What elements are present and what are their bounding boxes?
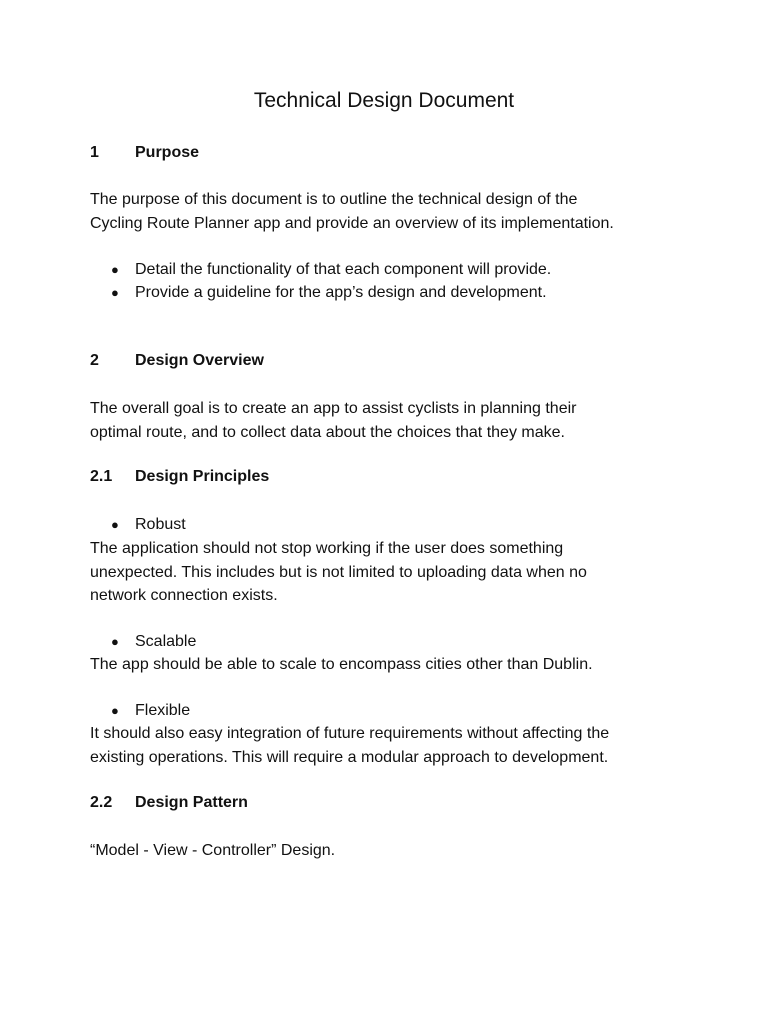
section-number: 2: [90, 352, 99, 369]
principle-bullet-flexible: [111, 699, 190, 723]
paragraph-line: It should also easy integration of future requirements without affecting the: [90, 725, 610, 742]
paragraph-line: Cycling Route Planner app and provide an overview of its implementation.: [90, 214, 614, 232]
bullet-text: Provide a guideline for the app’s design and development.: [135, 284, 547, 301]
section-number: 2.1: [90, 468, 113, 485]
paragraph-line: unexpected. This includes but is not limited to uploading data when no: [90, 563, 587, 581]
section-number: 1: [90, 144, 99, 161]
principle-name: Robust: [135, 516, 186, 533]
section-title: Design Principles: [135, 468, 270, 485]
section-title: Design Pattern: [135, 794, 248, 811]
bullet-text: Detail the functionality of that each component will provide.: [135, 261, 552, 278]
paragraph-line: “Model - View - Controller” Design.: [90, 842, 336, 859]
bullet-item: [111, 258, 551, 282]
principle-bullet-robust: [111, 513, 186, 537]
bullet-icon: ●: [111, 634, 119, 649]
bullet-icon: ●: [111, 262, 119, 277]
section-heading-design-overview: [90, 352, 264, 370]
purpose-paragraph: [90, 188, 690, 235]
principle-bullet-scalable: [111, 630, 196, 654]
paragraph-line: optimal route, and to collect data about the choices that they make.: [90, 423, 565, 441]
paragraph-line: The purpose of this document is to outline the technical design of the: [90, 191, 578, 208]
principle-description-flexible: [90, 722, 690, 769]
principle-name: Flexible: [135, 702, 191, 719]
principle-name: Scalable: [135, 633, 197, 650]
principle-description-robust: [90, 537, 690, 608]
paragraph-line: The overall goal is to create an app to assist cyclists in planning their: [90, 400, 577, 417]
section-heading-design-principles: [90, 468, 269, 486]
design-overview-paragraph: [90, 397, 690, 444]
bullet-item: [111, 281, 547, 305]
bullet-icon: ●: [111, 285, 119, 300]
paragraph-line: The application should not stop working if the user does something: [90, 540, 564, 557]
paragraph-line: network connection exists.: [90, 587, 278, 604]
document-title: Technical Design Document: [253, 89, 515, 112]
section-title: Design Overview: [135, 352, 264, 369]
principle-description-scalable: [90, 653, 690, 677]
section-number: 2.2: [90, 794, 113, 811]
paragraph-line: The app should be able to scale to encompass cities other than Dublin.: [90, 656, 593, 673]
design-pattern-paragraph: [90, 839, 690, 863]
paragraph-line: existing operations. This will require a modular approach to development.: [90, 748, 609, 766]
section-heading-design-pattern: [90, 794, 248, 812]
section-heading-purpose: [90, 144, 199, 162]
bullet-icon: ●: [111, 703, 119, 718]
bullet-icon: ●: [111, 517, 119, 532]
section-title: Purpose: [135, 144, 200, 161]
